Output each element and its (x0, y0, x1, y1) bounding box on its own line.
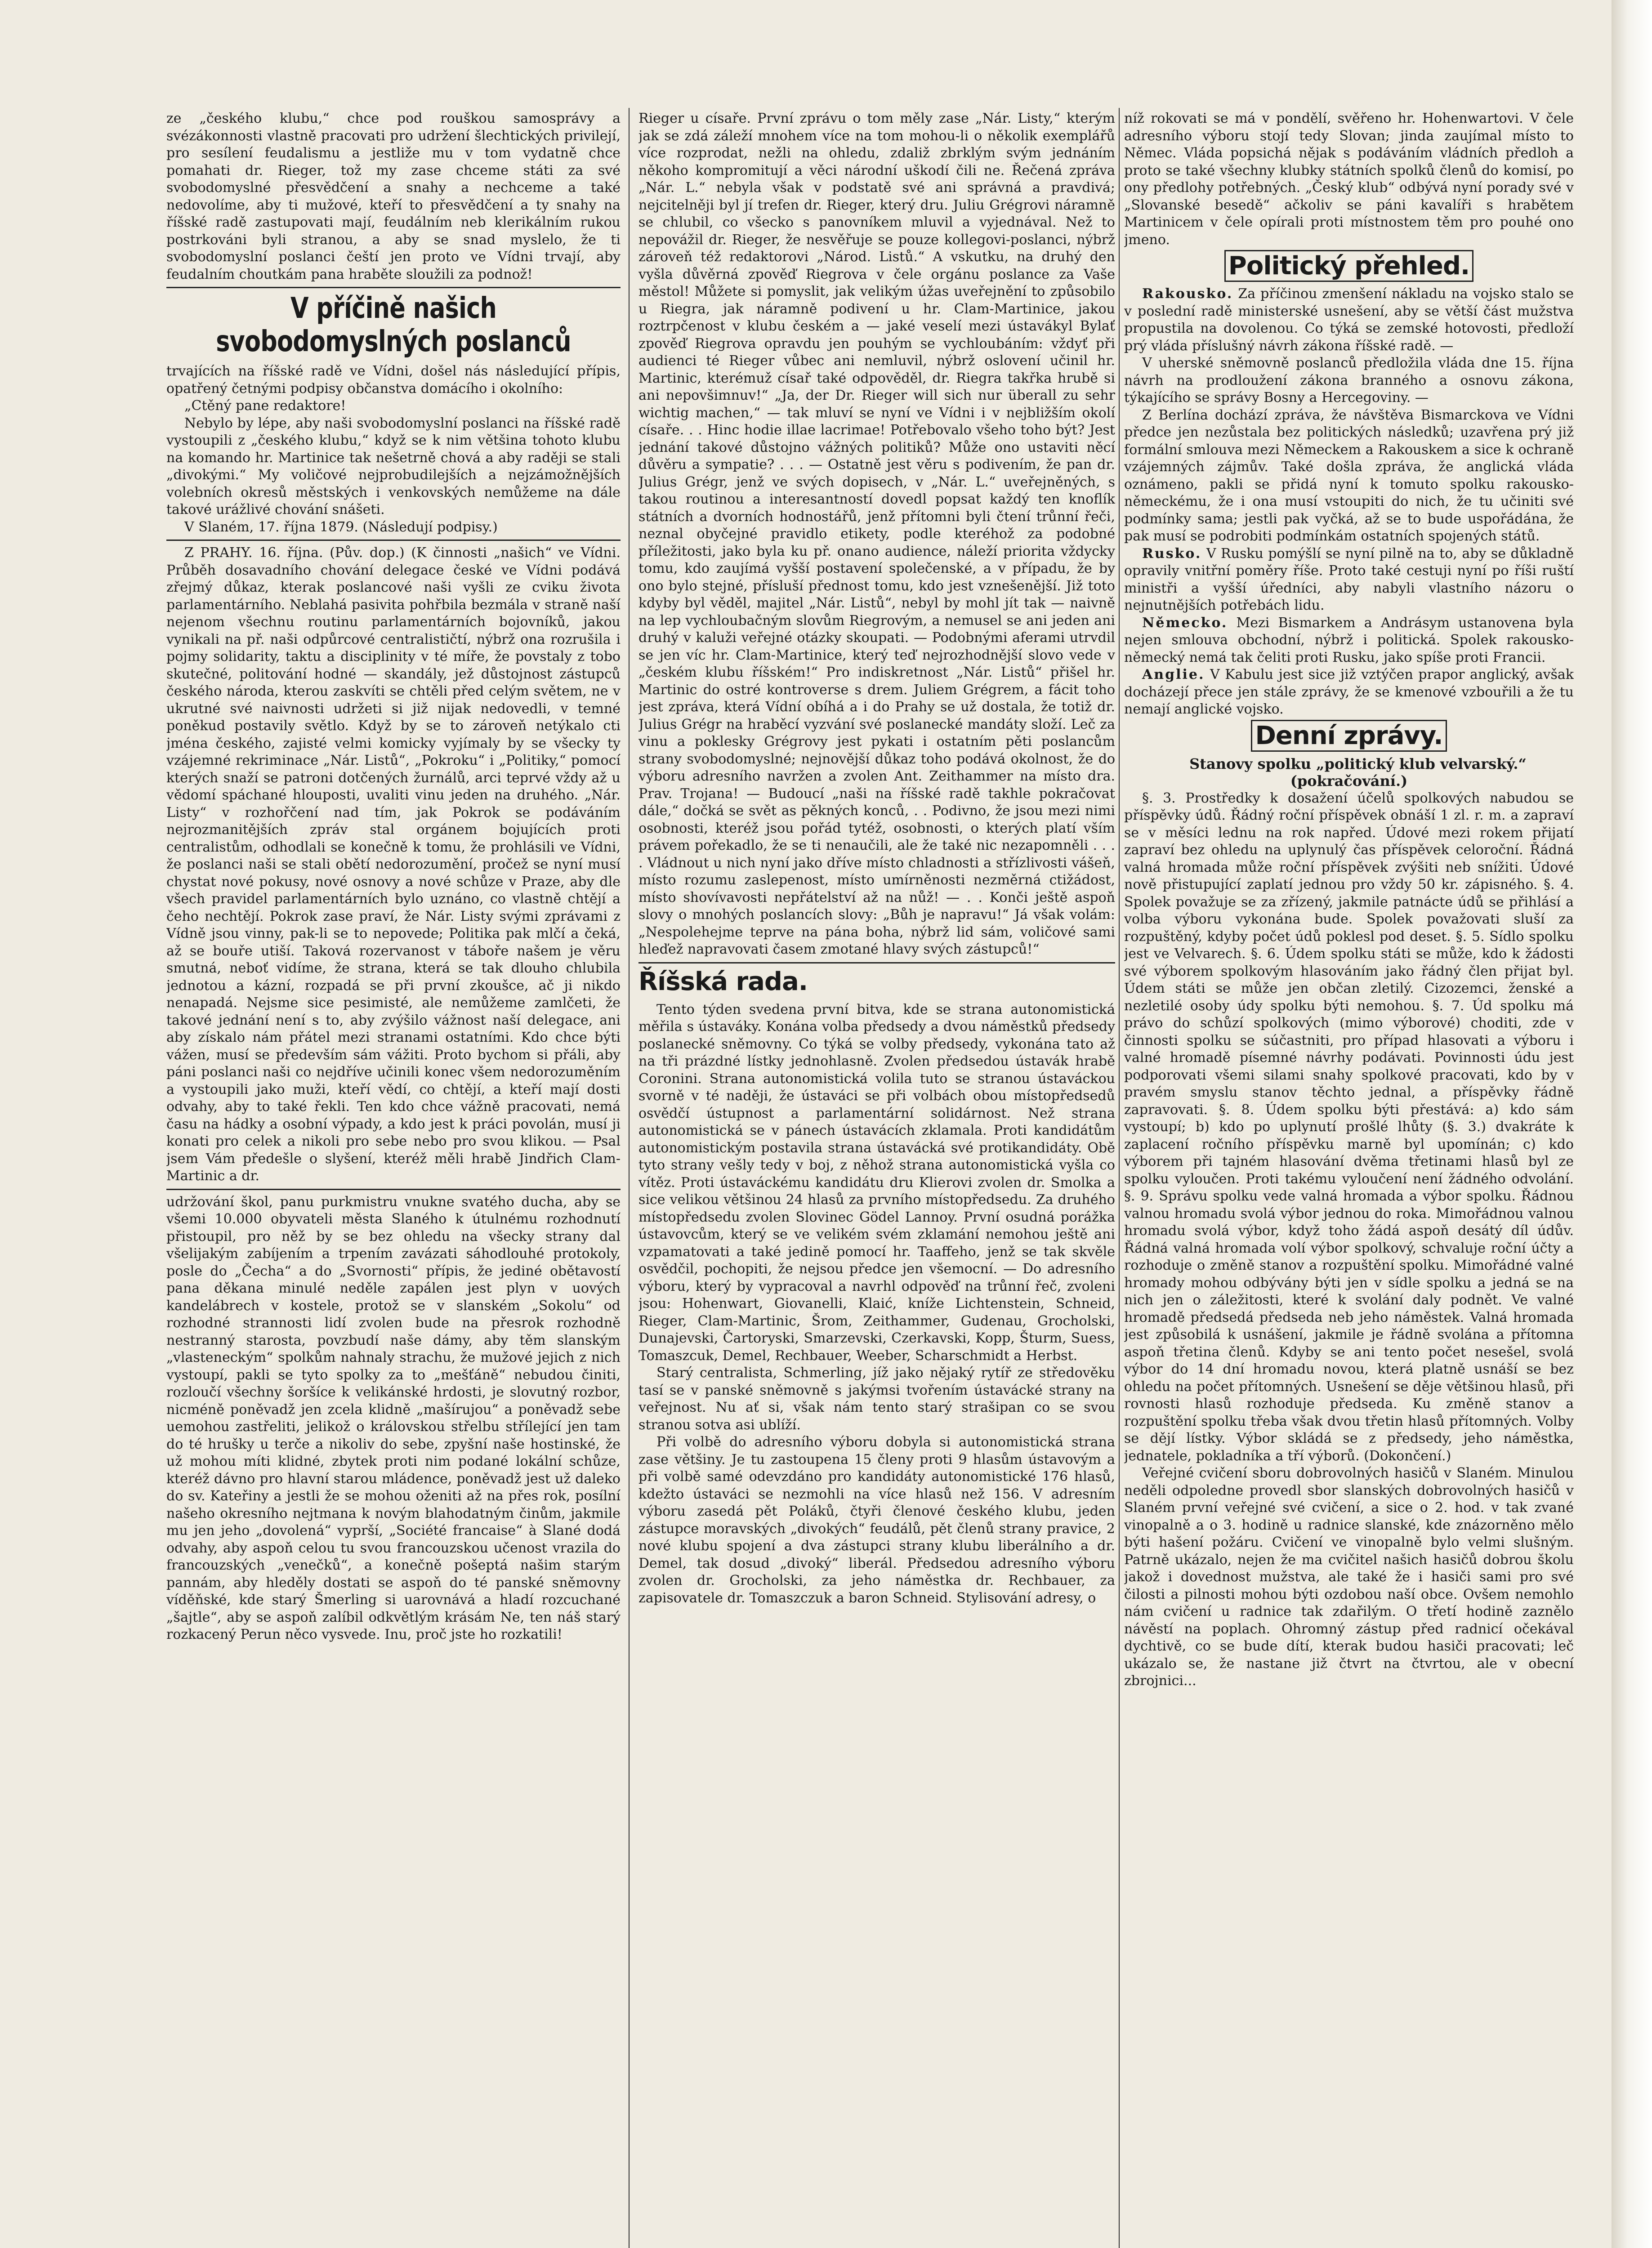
divider (166, 287, 621, 288)
column-1 (166, 110, 621, 2248)
article-text: ze „českého klubu,“ chce pod rouškou samosprávy a svézákonnosti vlastně pracovati pro udržení šlechtických privilejí, pro sesílení feudalismu a jestliže mu v tom vydatně chce pomahati dr. Rieger, tož my zase chceme státi za své svobodomyslné přesvědčení a snahy a nechceme a také nedovolíme, aby ti mužové, kteří to přesvědčení a ty snahy na říšské radě zastupovati mají, feudálním neb klerikálním rukou postrkováni byli stranou, a aby se snad myslelo, že ti svobodomyslní poslanci čeští jen proto ve Vídni trvají, aby feudalním choutkám pana hraběte sloužili za podnož! (166, 111, 621, 282)
divider (638, 962, 1115, 963)
column-rule-2 (1119, 108, 1120, 2248)
subheading: Stanovy spolku „politický klub velvarský.“ (pokračování.) (1189, 755, 1527, 789)
country-label: Anglie. (1142, 667, 1205, 682)
news-item: §. 3. Prostředky k dosažení účelů spolkových nabudou se příspěvky údů. Řádný roční příspěvek obnáší 1 zl. r. m. a zapraví se v měsíci lednu na rok napřed. Údové mezi rokem přijatí zapraví bez ohledu na uplynulý čas příspěvek celoroční. Řádná valná hromada může roční příspěvek zvýšiti neb snížiti. Údové nově přistupující zaplatí jednou pro vždy 50 kr. zápisného. §. 4. Spolek považuje se za zřízený, jakmile patnácte údů se přihlásí a volba výboru vykonána bude. Spolek považovati sluší za rozpuštěný, kdyby počet údů poklesl pod deset. §. 5. Sídlo spolku jest ve Velvarech. §. 6. Údem spolku státi se může, kdo k žádosti své výborem spolkovým hlasováním jako řádný člen přijat byl. Údem státi se může jen občan zletilý. Cizozemci, ženské a nezletilé osoby údy spolku býti nemohou. §. 7. Úd spolku má právo do schůzí spolkových (mimo výborové) choditi, zde v činnosti spolku se súčastniti, pro případ hlasovati a výboru i valné hromadě písemné návrhy podávati. Povinnosti údu jest podporovati všemi silami snahy spolkové pracovati, kdo by v pravém smyslu stanov těchto jednal, a příspěvky řádně zapravovati. §. 8. Údem spolku býti přestává: a) kdo sám vystoupí; b) kdo po uplynutí prošlé lhůty (§. 3.) dvakráte k zaplacení ročního příspěvku marně byl upomínán; c) kdo výborem při tajném hlasování dvěma třetinami hlasů byl ze spolku vyloučen. Proti takému vyloučení není žádného odvolání. §. 9. Správu spolku vede valná hromada a výbor spolku. Řádnou valnou hromadu svolá výbor jednou do roka. Mimořádnou valnou hromadu svolá výbor, když toho žádá aspoň desátý díl údův. Řádná valná hromada volí výbor spolkový, schvaluje roční účty a rozhoduje o změně stanov a rozpuštění spolku. Mimořádné valné hromady mohou odbývány býti jen v sídle spolku a jedná se na nich jen o záležitosti, které k svolání daly podnět. Ve valné hromadě předsedá předseda neb jeho náměstek. Valná hromada jest způsobilá k usnášení, jakmile je řádně svolána a přítomna aspoň třetina členů. Kdyby se ani tento počet nesešel, svolá výbor do 14 dní hromadu novou, která platně usnáší se bez ohledu na počet přítomných. Usnešení se děje většinou hlasů, při rovnosti hlasů rozhoduje předseda. Ku změně stanov a rozpuštění spolku třeba však dvou třetin hlasů přítomných. Volby se dějí lístky. Výbor skládá se z předsedy, jeho náměstka, jednatele, pokladníka a tří výborů. (Dokončení.) (1124, 790, 1574, 1464)
country-label: Rusko. (1142, 545, 1202, 562)
section-headline: Denní zprávy. (1124, 721, 1574, 751)
article-text: Rieger u císaře. První zprávu o tom měly zase „Nár. Listy,“ kterým jak se zdá záleží mnohem více na tom mohou-li o několik exemplářů více rozprodat, nežli na ohledu, zdaliž zbrklým svým jednáním někoho kompromitují a věci národní uškodí čili ne. Řečená zpráva „Nár. L.“ nebyla však v podstatě své ani správná a pravdivá; nejcitelněji byl jí trefen dr. Rieger, který dru. Juliu Grégrovi náramně se chlubil, co všecko s panovníkem mluvil a vyjednával. Než to nepovážil dr. Rieger, že nesvěřuje se pouze kollegovi-poslanci, nýbrž zároveň též redaktorovi „Národ. Listů.“ A vskutku, na druhý den vyšla důvěrná zpověď Riegrova v čele orgánu poslance za Vaše městol! Můžete si pomyslit, jak velikým úžas uveřejnění to způsobilo u Riegra, jak náramně podivení u hr. Clam-Martinice, jakou roztrpčenost v klubu českém a — jaké veselí mezi ústavákyl Bylať zpověď Riegrova opravdu jen pouhým se vychloubáním: vždyť při audienci té Rieger vůbec ani nemluvil, nýbrž oslovení učinil hr. Martinic, kterémuž císař také odpověděl, dr. Riegra takřka hrubě si ani nepovšimnuv!“ „Ja, der Dr. Rieger will sich nur überall zu sehr wichtig machen,“ — tak mluví se nyní ve Vídni i v nejbližším okolí císaře. . . Hinc hodie illae lacrimae! Potřebovalo všeho toho být? Jest jednání takové důstojno vážných politiků? Může ono ustaviti něcí důvěru a sympatie? . . . — Ostatně jest věru s podivením, že pan dr. Julius Grégr, jenž ve svých dopisech, v „Nár. L.“ uveřejněných, s takou routinou a interesantností dovedl popsat každý ten knoflík státních a dvorních hodnostářů, jenž přítomni byli čtení trůnní řeči, neznal obyčejné pravidlo etikety, podle kteréhož za podobné příležitosti, jako byla ku př. onano audience, náleží priorita vždycky tomu, kdo zaujímá vyšší postavení společenské, a v případu, že by ono bylo stejné, přísluší přednost tomu, kdo jest vznešenější. Již toto kdyby byl věděl, majitel „Nár. Listů“, nebyl by mohl jít tak — naivně na lep vychloubačným slovům Riegrovým, a nemusel se ani jeden ani druhý v kaluži veřejné otázky skoupati. — Podobnými aferami utrvdil se jen víc hr. Clam-Martinice, který teď nejrozhodnější slovo vede v „českém klubu říšském!“ Pro indiskretnost „Nár. Listů“ přišel hr. Martinic do ostré kontroverse s drem. Juliem Grégrem, a fácit toho jest zpráva, která Vídní obíhá a i do Prahy se už dostala, že totiž dr. Julius Grégr na hraběcí vyzvání své poslanecké mandáty složí. Leč za vinu a poklesky Grégrovy jest pykati i ostatním pěti poslancům strany svobodomyslné; nejnovější důkaz toho podává okolnost, že do výboru adresního navržen a zvolen Ant. Zeithammer na místo dra. Prav. Trojana! — Budoucí „naši na říšské radě takhle pokračovat dále,“ dočká se svět as pěkných konců, . . Podivno, že jsou mezi nimi osobnosti, kteréž jsou pořád tytéž, osobnosti, o kterých platí vším právem pořekadlo, že se ti nenaučili, ale že také nic nezapomněli . . . . Vládnout u nich nyní jako dříve místo chladnosti a střízlivosti vášeň, místo rozumu zaslepenost, místo umírněnosti nezměrná ctižádost, místo shovívavosti nepřátelství až na nůž! — . . Konči ještě aspoň slovy o mnohých poslancích slovy: „Bůh je napravu!“ Já však volám: „Nespolehejme teprve na pána boha, nýbrž lid sám, voličové sami hleďež napravovati časem zmotané hlavy svých zástupců!“ (638, 111, 1115, 957)
country-label: Rakousko. (1142, 286, 1233, 302)
column-3: níž rokovati se má v pondělí, svěřeno hr. Hohenwartovi. V čele adresního výboru stojí tedy Slovan; jinda zaujímal místo to Němec. Vláda popsichá nějak s podáváním vládních předloh a proto se také všechny klubky státních spolků členů do komisí, po ony předlohy potřebných. „Český klub“ odbývá nyní porady své v „Slovanské besedě“ ačkoliv se páni kavalíři s hrabětem Martinicem v čele opírali proti místnostem těm pro pouhé ono jmeno. Politický přehled. Rakousko. Za příčinou zmenšení nákladu na vojsko stalo se v poslední radě ministerské usnešení, aby se větší část mužstva propustila na dovolenou. Co týká se zemské hotovosti, předloží prý vláda příslušný návrh zákona říšské radě. — V uherské sněmovně poslanců předložila vláda dne 15. října návrh na prodloužení zákona branného a osnovu zákona, týkajícího se správy Bosny a Hercegoviny. — Z Berlína dochází zpráva, že návštěva Bismarckova ve Vídni předce jen nezůstala bez politických následků; uzavřena prý již formální smlouva mezi Německem a Rakouskem a sice k ochraně vzájemných zájmův. Také došla zpráva, že anglická vláda oznámeno, pakli se přidá nyní k tomuto spolku rakousko-německému, že i ona musí vstoupiti do nich, že tu učiniti své podmínky sama; jestli pak vyčká, až se to bude uspořádána, že pak musí se podrobiti podmínkám ostatních spojených států. Rusko. V Rusku pomýšlí se nyní pilně na to, aby se důkladně opravily vnitřní poměry říše. Proto také cestuji nyní po říši ruští ministři a vyšší úředníci, aby nabyli vlastního názoru o nejnutnějších potřebách lidu. Německo. Mezi Bismarkem a Andrásym ustanovena byla nejen smlouva obchodní, nýbrž i politická. Spolek rakousko-německý nemá tak čeliti proti Rusku, jako spíše proti Francii. Anglie. V Kabulu jest sice již vztýčen prapor anglický, avšak docházejí přece jen stále zprávy, že se kmenové vzbouřili a že tu nemají anglické vojsko. Denní zprávy. Stanovy spolku „politický klub velvarský.“ (pokračování.) §. 3. Prostředky k dosažení účelů spolkových nabudou se příspěvky údů. Řádný roční příspěvek obnáší 1 zl. r. m. a zapraví se v měsíci lednu na rok napřed. Údové mezi rokem přijatí zapraví bez ohledu na uplynulý čas příspěvek celoroční. Řádná valná hromada může roční příspěvek zvýšiti neb snížiti. Údové nově přistupující zaplatí jednou pro vždy 50 kr. zápisného. §. 4. Spolek považuje se za zřízený, jakmile patnácte údů se přihlásí a volba výboru vykonána bude. Spolek považovati sluší za rozpuštěný, kdyby počet údů poklesl pod deset. §. 5. Sídlo spolku jest ve Velvarech. §. 6. Údem spolku státi se může, kdo k žádosti své výborem spolkovým hlasováním jako řádný člen přijat byl. Údem státi se může jen občan zletilý. Cizozemci, ženské a nezletilé osoby údy spolku býti nemohou. §. 7. Úd spolku má právo do schůzí spolkových (mimo výborové) choditi, zde v činnosti spolku se súčastniti, pro případ hlasovati a výboru i valné hromadě písemné návrhy podávati. Povinnosti údu jest podporovati všemi silami snahy spolkové pracovati, kdo by v pravém smyslu stanov těchto jednal, a příspěvky řádně zapravovati. §. 8. Údem spolku býti přestává: a) kdo sám vystoupí; b) kdo po uplynutí prošlé lhůty (§. 3.) dvakráte k zaplacení ročního příspěvku marně byl upomínán; c) kdo výborem při tajném hlasování dvěma třetinami hlasů byl ze spolku vyloučen. Proti takému vyloučení není žádného odvolání. §. 9. Správu spolku vede valná hromada a výbor spolku. Řádnou valnou hromadu svolá výbor jednou do roka. Mimořádnou valnou hromadu svolá výbor, když toho žádá aspoň desátý díl údův. Řádná valná hromada volí výbor spolkový, schvaluje roční účty a rozhoduje o změně stanov a rozpuštění spolku. Mimořádné valné hromady mohou odbývány býti jen v sídle spolku a jedná se na nich jen o záležitosti, které k svolání daly podnět. Ve valné hromadě předsedá předseda neb jeho náměstek. Valná hromada jest způsobilá k usnášení, jakmile je řádně svolána a přítomna aspoň třetina členů. Kdyby se ani tento počet nesešel, svolá výbor do 14 dní hromadu novou, která platně usnáší se bez ohledu na počet přítomných. Usnešení se děje většinou hlasů, při rovnosti hlasů rozhoduje předseda. Ku změně stanov a rozpuštění spolku třeba však dvou třetin hlasů přítomných. Volby se dějí lístky. Výbor skládá se z předsedy, jeho náměstka, jednatele, pokladníka a tří výborů. (Dokončení.) Veřejné cvičení sboru dobrovolných hasičů v Slaném. Minulou neděli odpoledne provedl sbor slanských dobrovolných hasičů v Slaném první veřejné své cvičení, a sice o 2. hod. v tak zvané vinopalně a o 3. hodině u radnice slanské, kde znázorněno mělo býti hašení požáru. Cvičení ve vinopalně bylo velmi slušným. Patrně ukázalo, nejen že ma cvičitel našich hasičů dobrou školu jakož i dovednost mužstva, ale také že i hasiči sami pro své čilosti a pilnosti mohou býti ozdobou naší obce. Ovšem nemohlo nám cvičení u radnice tak zdařilým. O třetí hodině zaznělo návěstí na poplach. Ohromný zástup před radnicí očekával dychtivě, co se bude dítí, kterak budou hasiči pracovati; leč ukázalo se, že nastane již čtvrt na čtvrtou, ale v obecní zbrojnici... (1124, 110, 1574, 2248)
news-item: V uherské sněmovně poslanců předložila vláda dne 15. října návrh na prodloužení zákona branného a osnovu zákona, týkajícího se správy Bosny a Hercegoviny. — (1124, 355, 1574, 406)
article-text: Při volbě do adresního výboru dobyla si autonomistická strana zase většiny. Je tu zastoupena 15 členy proti 9 hlasům ústavovým a při volbě samé odevzdáno pro kandidáty autonomistické 176 hlasů, kdežto ústaváci se nezmohli na více hlasů než 156. V adresním výboru zasedá pět Poláků, čtyři členové českého klubu, jeden zástupce moravských „divokých“ feudálů, pět členů strany pravice, 2 nové klubu spojení a dva zástupci strany klubu liberálního a dr. Demel, tak dosud „divoký“ liberál. Předsedou adresního výboru zvolen dr. Grocholski, za jeho náměstka dr. Rechbauer, za zapisovatele dr. Tomaszczuk a baron Schneid. Stylisování adresy, o (638, 1434, 1115, 1606)
page-edge (1612, 0, 1652, 2248)
divider (166, 1189, 621, 1190)
article-text: Tento týden svedena první bitva, kde se strana autonomistická měřila s ústaváky. Konána volba předsedy a dvou náměstků předsedy poslanecké sněmovny. Co týká se volby předsedy, vykonána tato až na tři prázdné lístky jednohlasně. Zvolen předsedou ústavák hrabě Coronini. Strana autonomistická volila tuto se stranou ústaváckou svorně v té naději, že ústaváci se při volbách obou místopředsedů osvědčí ústupnost a parlamentární solidárnost. Než strana autonomistická se v pánech ústavácích zklamala. Proti kandidátům autonomistickým postavila strana ústavácká své protikandidáty. Obě tyto strany vešly tedy v boj, z něhož strana autonomistická vyšla co vítěz. Proti ústaváckému kandidátu dru Klierovi zvolen dr. Smolka a sice velikou většinou 24 hlasů za prvního místopředsedu. Za druhého místopředsedu zvolen Slovinec Gödel Lannoy. První osudná porážka ústavovcům, který se ve velikém svém zklamání nemohou ještě ani vzpamatovati a také jedině pomocí hr. Taaffeho, jenž se tak skvěle osvědčil, pochopiti, že nejsou předce jen všemocní. — Do adresního výboru, který by vypracoval a navrhl odpověď na trůnní řeč, zvoleni jsou: Hohenwart, Giovanelli, Klaić, kníže Lichtenstein, Schneid, Rieger, Clam-Martinic, Šrom, Zeithammer, Gudenau, Grocholski, Dunajevski, Čartoryski, Smarzevski, Czerkavski, Kopp, Šturm, Suess, Tomaszcuk, Demel, Rechbauer, Weeber, Scharschmidt a Herbst. (638, 1001, 1115, 1364)
article-text: trvajících na říšské radě ve Vídni, došel nás následující přípis, opatřený četnými podpisy občanstva domácího i okolního: (166, 363, 621, 397)
news-item: Z Berlína dochází zpráva, že návštěva Bismarckova ve Vídni předce jen nezůstala bez politických následků; uzavřena prý již formální smlouva mezi Německem a Rakouskem a sice k ochraně vzájemných zájmův. Také došla zpráva, že anglická vláda oznámeno, pakli se přidá nyní k tomuto spolku rakousko-německému, že i ona musí vstoupiti do nich, že tu učiniti své podmínky sama; jestli pak vyčká, až se to bude uspořádána, že pak musí se podrobiti podmínkám ostatních spojených států. (1124, 407, 1574, 544)
news-item: Veřejné cvičení sboru dobrovolných hasičů v Slaném. Minulou neděli odpoledne provedl sbor slanských dobrovolných hasičů v Slaném první veřejné své cvičení, a sice o 2. hod. v tak zvané vinopalně a o 3. hodině u radnice slanské, kde znázorněno mělo býti hašení požáru. Cvičení ve vinopalně bylo velmi slušným. Patrně ukázalo, nejen že ma cvičitel našich hasičů dobrou školu jakož i dovednost mužstva, ale také že i hasiči sami pro své čilosti a pilnosti mohou býti ozdobou naší obce. Ovšem nemohlo nám cvičení u radnice tak zdařilým. O třetí hodině zaznělo návěstí na poplach. Ohromný zástup před radnicí očekával dychtivě, co se bude dítí, kterak budou hasiči pracovati; leč ukázalo se, že nastane již čtvrt na čtvrtou, ale v obecní zbrojnici... (1124, 1465, 1574, 1689)
article-text: udržování škol, panu purkmistru vnukne svatého ducha, aby se všemi 10.000 obyvateli města Slaného k útulnému rozhodnutí přistoupil, pro něž by se bez ohledu na všecky strany dal všelijakým zabíjením a trpením zavázati sáhodlouhé protokoly, posle do „Čecha“ a do „Svornosti“ přípis, že jediné obětavostí pana děkana minulé neděle zapálen jest plyn v uových kandelábrech v kostele, protož se v slanském „Sokolu“ od rozhodné strannosti lidí zvolen bude na přesrok rozhodně nestranný starosta, povzbudí naše dámy, aby těm slanským „vlasteneckým“ spolkům nahnaly strachu, že mužové jejich z nich vystoupí, pakli se tyto spolky za to „mešťáně“ nebudou činiti, rozloučí všechny šoršíce k velikánské hrdosti, je slovutný rozbor, nicméně poněvadž jen zcela klidně „mašírujou“ a poněvadž sebe uemohou zastřeliti, jelikož o královskou střelbu střílející jen tam do té hrušky u terče a nikoliv do sebe, zpyšní naše hostinské, že už mohou míti klidné, zbytek proti nim podané lokální schůze, kteréž dávno pro hlavní starou mládence, poněvadž jest už daleko do sv. Kateřiny a jestli že se mohou oženiti až na přes rok, posílní našeho okresního nejtmana k novým blahodatným činům, jakmile mu jen jeho „dovolená“ vyprší, „Société francaise“ à Slané dodá odvahy, aby aspoň celou tu svou francouzskou učenost vrazila do francouzských „venečků“, a konečně pošeptá našim starým pannám, aby hleděly dostati se aspoň do té panské sněmovny víděňské, kde starý Šmerling si uarovnává a hladí rozcuchané „šajtle“, aby se aspoň zalíbil odkvětlým krásám Ne, ten náš starý rozkacený Perun něco vysvede. Inu, proč jste ho rozkatili! (166, 1194, 621, 1642)
article-text: níž rokovati se má v pondělí, svěřeno hr. Hohenwartovi. V čele adresního výboru stojí tedy Slovan; jinda zaujímal místo to Němec. Vláda popsichá nějak s podáváním vládních předloh a proto se také všechny klubky státních spolků členů do komisí, po ony předlohy potřebných. „Český klub“ odbývá nyní porady své v „Slovanské besedě“ ačkoliv se páni kavalíři s hrabětem Martinicem v čele opírali proti místnostem těm pro pouhé ono jmeno. (1124, 111, 1574, 248)
section-headline: Říšská rada. (638, 967, 808, 996)
letter-signature: V Slaném, 17. října 1879. (Následují podpisy.) (184, 519, 498, 535)
article-headline: V příčině našich svobodomyslných poslanců (216, 292, 571, 358)
article-text: Z PRAHY. 16. října. (Pův. dop.) (K činnosti „našich“ ve Vídni. Průběh dosavadního chování delegace české ve Vídni podává zřejmý důkaz, kterak poslancové naši vyšli ze cviku života parlamentárního. Neblahá pasivita pohřbila bezmála v straně naší nejenom všechnu routinu parlamentárních bojovníků, jakou vynikali na př. naši odpůrcové centralističtí, nýbrž ona rozrušila i pojmy solidarity, taktu a disciplinity v té míře, že povstaly z tobo skutečné, politování hodné — skandály, jež důstojnost zástupců českého národa, kterou zaskvíti se chtěli před celým světem, ne v ukrutné své naivnosti udržeti si již nijak nedovedli, v temné poněkud postavily světlo. Když by se to zároveň netýkalo cti jména českého, zajisté velmi komicky vyjímaly by se všecky ty vzájemné rekriminace „Nár. Listů“, „Pokroku“ i „Politiky,“ pomocí kterých snaží se patroni dotčených žurnálů, arci teprvé vždy až u vědomí spáchané hlouposti, uvaliti vinu jeden na druhého. „Nár. Listy“ v rozhořčení nad tím, jak Pokrok se podáváním nejrozmanitějších zpráv stal orgánem bojujících proti centralistům, odhodlali se konečně k tomu, že prohlásili ve Vídni, že poslanci naši se stali obětí nedorozumění, pročež se nyní musí chystat nové pokusy, nové osnovy a nové schůze v Praze, aby dle všech pravidel parlamentárních bylo uznáno, co vlastně chtějí a čeho nechtějí. Pokrok zase praví, že Nár. Listy svými zprávami z Vídně jsou vinny, pak-li se to nepovede; Politika pak mlčí a čeká, až se bouře utiší. Taková rozervanost v táboře našem je věru smutná, neboť vidíme, že strana, která se tak dlouho chlubila jednotou a kázní, rozpadá se při první zkoušce, ač ji nikdo nenapadá. Nejsme sice pesimisté, ale nemůžeme zamlčeti, že takové jednání není s to, aby zvýšilo vážnost naší delegace, ani aby získalo nám přátel mezi stranami ostatními. Kdo chce býti vážen, musí se především sám vážiti. Proto bychom si přáli, aby páni poslanci naši co nejdříve učinili konec všem nedorozuměním a vystoupili jako muži, kteří vědí, co chtějí, a kteří mají dosti odvahy, aby to také řekli. Ten kdo chce vážně pracovati, nemá času na hádky a osobní výpady, a kdo jest k práci povolán, musí ji konati pro celek a nikoli pro sebe nebo pro svou klikou. — Psal jsem Vám předešle o slyšení, kteréž měli hrabě Jindřich Clam-Martinic a dr. (166, 545, 621, 1184)
letter-salutation: „Ctěný pane redaktore! (184, 398, 346, 414)
column-2 (638, 110, 1115, 2248)
divider (166, 540, 621, 541)
section-headline: Politický přehled. (1124, 251, 1574, 281)
country-label: Německo. (1142, 615, 1228, 631)
article-text: Starý centralista, Schmerling, jíž jako nějaký rytíř ze středověku tasí se v panské sněmovně s jakýmsi tvořením ústavácké strany na veřejnost. Nu ať si, však nám tento starý strašipan co se svou stranou sotva asi ublíží. (638, 1365, 1115, 1433)
letter-body: Nebylo by lépe, aby naši svobodomyslní poslanci na říšské radě vystoupili z „českého klubu,“ když se k nim většina tohoto klubu na komando hr. Martinice tak nešetrně chová a aby raději se stali „divokými.“ My voličové nejprobudilejších a nejzámožnějších volebních okresů městských i venkovských nemůžeme na dále takové urážlivé chování snášeti. (166, 415, 621, 517)
column-rule-1 (629, 108, 630, 2248)
